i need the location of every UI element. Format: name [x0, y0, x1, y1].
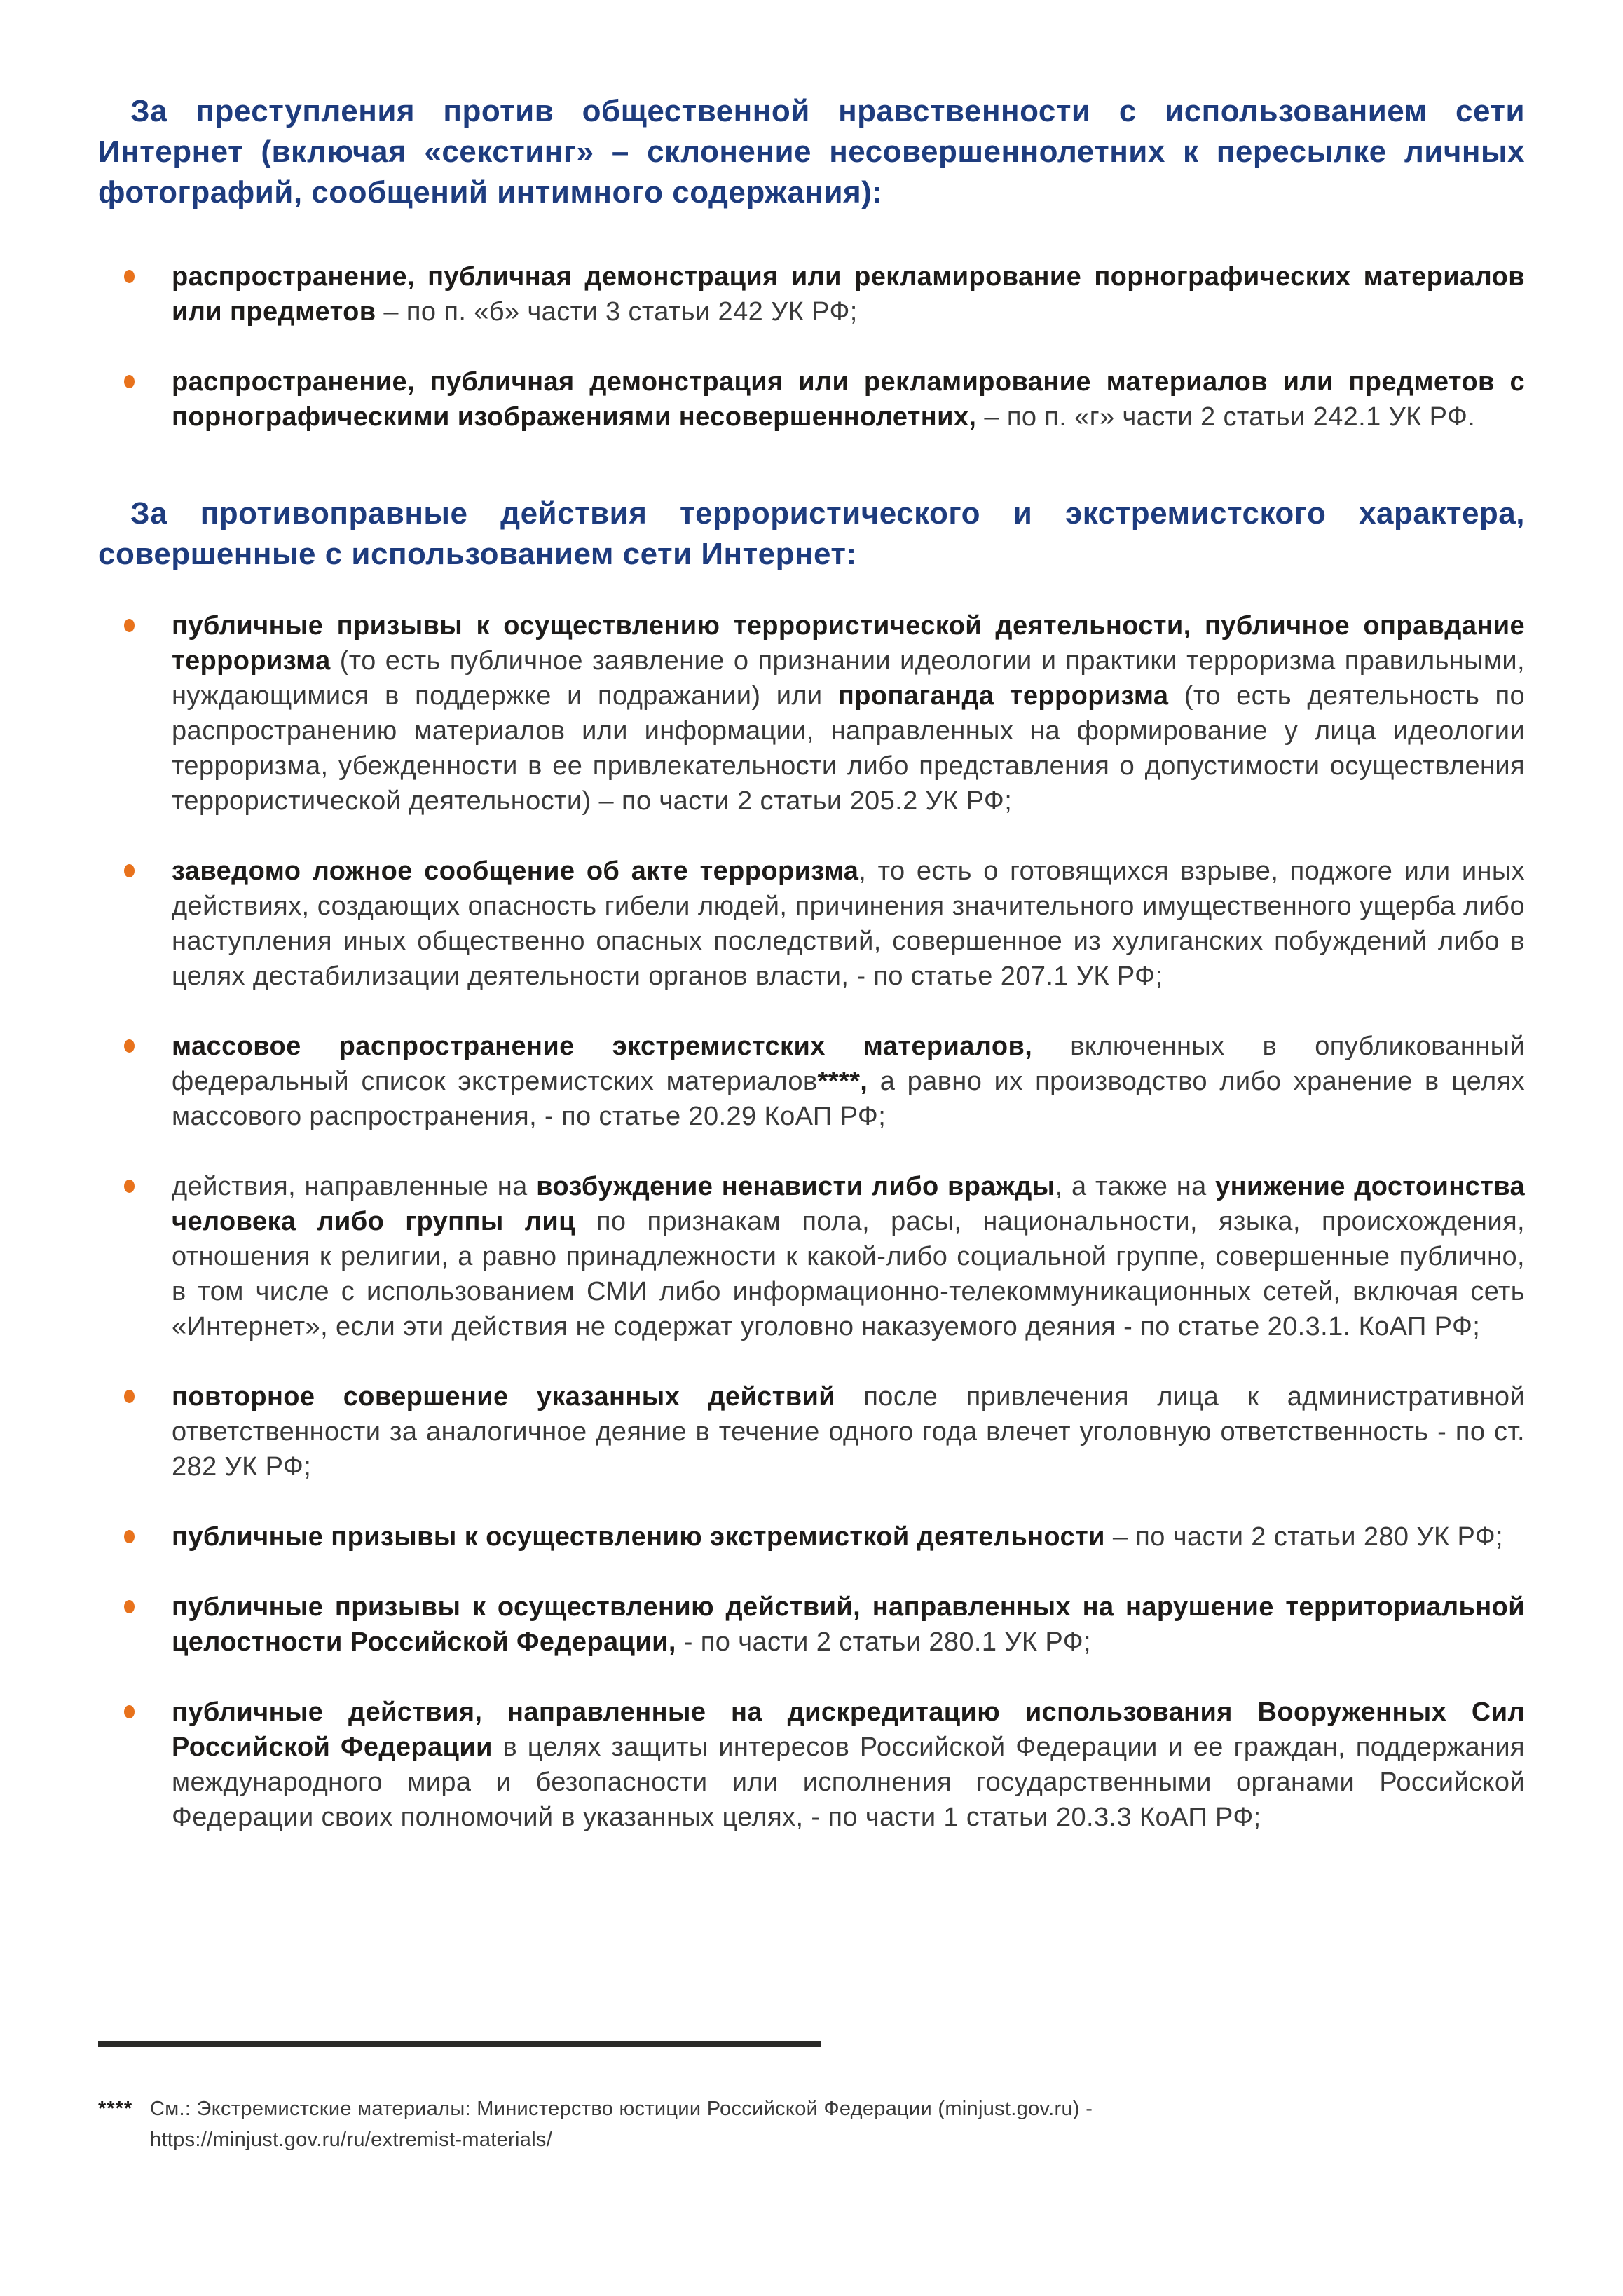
footnote-marker: **** [98, 2098, 133, 2120]
text-run: – по части 2 статьи 280 УК РФ; [1104, 1522, 1504, 1552]
bold-text-run: унижение достоинства человека либо группы лиц [172, 1172, 1525, 1236]
text-run: – по п. «б» части 3 статьи 242 УК РФ; [376, 297, 858, 327]
bold-text-run: публичные действия, направленные на дискредитацию использования Вооруженных Сил Российской Федерации [172, 1697, 1525, 1762]
bold-text-run: публичные призывы к осуществлению действий, направленных на нарушение территориальной целостности Российской Федерации, [172, 1592, 1525, 1657]
list-item [98, 1695, 1525, 1835]
list-item [98, 1379, 1525, 1484]
bold-text-run: массовое распространение экстремистских материалов, [172, 1032, 1033, 1061]
text-run: , а также на [1055, 1172, 1216, 1201]
footnote-separator [98, 2041, 821, 2047]
bold-text-run: возбуждение ненависти либо вражды [536, 1172, 1055, 1201]
list-item [98, 1169, 1525, 1344]
bullet-list-terrorism [98, 608, 1525, 1835]
list-item [98, 854, 1525, 994]
bold-text-run: распространение, публичная демонстрация или рекламирование материалов или предметов с порнографическими изображениями несовершеннолетних, [172, 367, 1525, 432]
text-run: в целях защиты интересов Российской Федерации и ее граждан, поддержания международного мира и безопасности или исполнения государственными органами Российской Федерации своих полномочий в указанных целях, - по части 1 статьи 20.3.3 КоАП РФ; [172, 1733, 1525, 1832]
bold-text-run: пропаганда терроризма [837, 681, 1169, 711]
footnote-area [98, 2041, 1525, 2155]
text-run: , то есть о готовящихся взрыве, поджоге или иных действиях, создающих опасность гибели людей, причинения значительного имущественного ущерба либо наступления иных общественно опасных последствий, совершенное из хулиганских побуждений либо в целях дестабилизации деятельности органов власти, - по статье 207.1 УК РФ; [172, 856, 1525, 991]
footnote-body [150, 2093, 1525, 2155]
footnote [98, 2093, 1525, 2155]
footnote-text: См.: Экстремистские материалы: Министерство юстиции Российской Федерации (minjust.gov.ru) - [150, 2098, 1093, 2120]
bold-text-run: заведомо ложное сообщение об акте терроризма [172, 856, 859, 886]
text-run: (то есть публичное заявление о признании идеологии и практики терроризма правильными, нуждающимися в поддержке и подражании) или [172, 646, 1525, 711]
list-item [98, 364, 1525, 435]
list-item [98, 259, 1525, 329]
text-run: - по части 2 статьи 280.1 УК РФ; [676, 1627, 1091, 1657]
section-public-morality [98, 91, 1525, 435]
list-item [98, 608, 1525, 819]
bold-text-run: повторное совершение указанных действий [172, 1382, 836, 1412]
text-run: после привлечения лица к административной ответственности за аналогичное деяние в течение одного года влечет уголовную ответственность - по ст. 282 УК РФ; [172, 1382, 1526, 1482]
list-item [98, 1519, 1525, 1554]
footnote-url[interactable]: https://minjust.gov.ru/ru/extremist-materials/ [150, 2128, 553, 2151]
text-run: действия, направленные на [172, 1172, 537, 1201]
bullet-list-morality [98, 259, 1525, 435]
section-terrorism-extremism [98, 493, 1525, 1835]
text-run: а равно их производство либо хранение в целях массового распространения, - по статье 20.29 КоАП РФ; [172, 1067, 1526, 1131]
text-run: (то есть деятельность по распространению материалов или информации, направленных на формирование у лица идеологии терроризма, убежденности в ее привлекательности либо представления о допустимости осуществления террористической деятельности) – по части 2 статьи 205.2 УК РФ; [172, 681, 1525, 816]
text-run: – по п. «г» части 2 статьи 242.1 УК РФ. [976, 402, 1476, 432]
bold-text-run: публичные призывы к осуществлению экстремисткой деятельности [172, 1522, 1105, 1552]
bold-text-run: ****, [817, 1067, 868, 1096]
section-title-morality: За преступления против общественной нравственности с использованием сети Интернет (включая «секстинг» – склонение несовершеннолетних к пересылке личных фотографий, сообщений интимного содержания): [98, 94, 1525, 210]
bold-text-run: распространение, публичная демонстрация или рекламирование порнографических материалов или предметов [172, 262, 1525, 327]
text-run: по признакам пола, расы, национальности, языка, происхождения, отношения к религии, а равно принадлежности к какой-либо социальной группе, совершенные публично, в том числе с использованием СМИ либо информационно-телекоммуникационных сетей, включая сеть «Интернет», если эти действия не содержат уголовно наказуемого деяния - по статье 20.3.1. КоАП РФ; [172, 1207, 1526, 1341]
list-item [98, 1590, 1525, 1660]
bold-text-run: публичные призывы к осуществлению террористической деятельности, публичное оправдание терроризма [172, 611, 1525, 676]
section-title-terrorism: За противоправные действия террористического и экстремистского характера, совершенные с использованием сети Интернет: [98, 496, 1525, 571]
list-item [98, 1029, 1525, 1134]
text-run: включенных в опубликованный федеральный список экстремистских материалов [172, 1032, 1525, 1096]
